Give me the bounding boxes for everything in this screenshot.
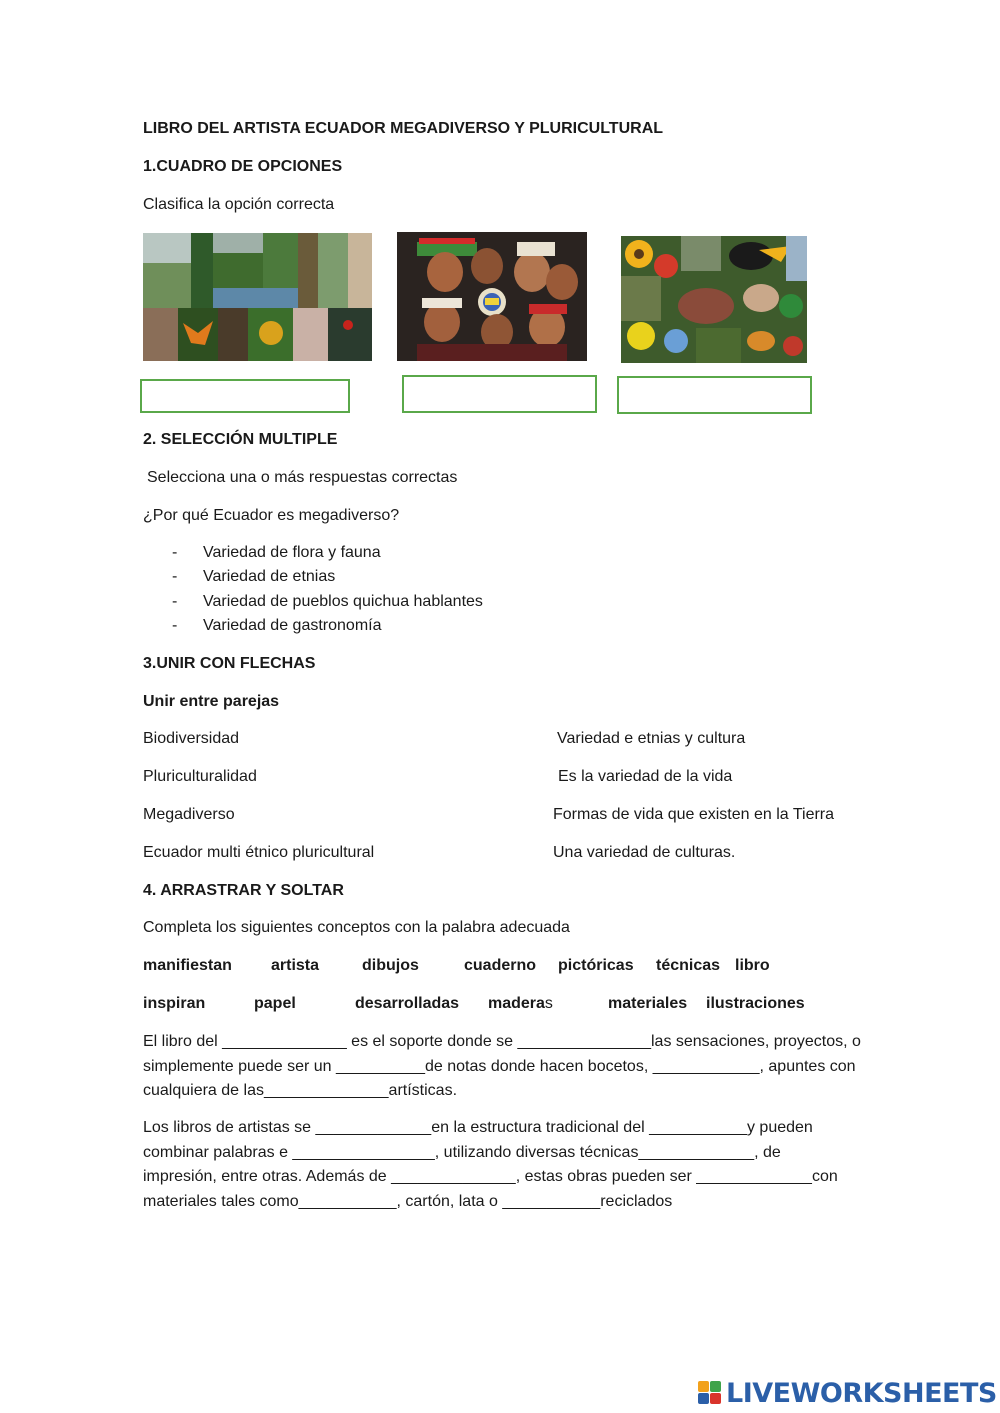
option-gastronomia[interactable]: Variedad de gastronomía [203, 617, 382, 634]
draggable-word[interactable]: inspiran [143, 995, 206, 1012]
draggable-word[interactable]: materiales [608, 995, 688, 1012]
section-heading-matching: 3.UNIR CON FLECHAS [143, 655, 316, 672]
subheading-pairs: Unir entre parejas [143, 693, 280, 710]
match-left-item[interactable]: Biodiversidad [143, 730, 240, 747]
fill-in-paragraph-2: Los libros de artistas se _____________en la estructura tradicional del ___________y pueden combinar palabras e ________________, utilizando diversas técnicas_____________, de impresión, entre otras. Además de ______________, estas obras pueden ser _____________con materiales tales como___________, cartón, lata o ___________reciclados [143, 1119, 838, 1210]
match-left-item[interactable]: Pluriculturalidad [143, 768, 257, 785]
question-megadiverse: ¿Por qué Ecuador es megadiverso? [143, 507, 400, 524]
draggable-word[interactable]: pictóricas [558, 957, 634, 974]
match-left-item[interactable]: Ecuador multi étnico pluricultural [143, 844, 375, 861]
bullet-dash: - [172, 568, 178, 585]
match-right-item[interactable]: Es la variedad de la vida [558, 768, 733, 785]
biodiversity-collage-image [143, 233, 372, 361]
match-right-item[interactable]: Formas de vida que existen en la Tierra [553, 806, 835, 823]
section-heading-options: 1.CUADRO DE OPCIONES [143, 158, 343, 175]
draggable-word[interactable]: desarrolladas [355, 995, 460, 1012]
draggable-word[interactable]: artista [271, 957, 320, 974]
match-right-item[interactable]: Una variedad de culturas. [553, 844, 736, 861]
draggable-word[interactable]: manifiestan [143, 957, 232, 974]
option-etnias[interactable]: Variedad de etnias [203, 568, 336, 585]
liveworksheets-logo-icon [698, 1381, 722, 1405]
page-title: LIBRO DEL ARTISTA ECUADOR MEGADIVERSO Y PLURICULTURAL [143, 120, 664, 137]
bullet-dash: - [172, 593, 178, 610]
answer-box-3[interactable] [617, 376, 812, 414]
answer-box-2[interactable] [402, 375, 597, 413]
option-flora-fauna[interactable]: Variedad de flora y fauna [203, 544, 381, 561]
match-left-item[interactable]: Megadiverso [143, 806, 235, 823]
madera-suffix: s [544, 995, 553, 1012]
liveworksheets-logo [698, 1378, 997, 1408]
draggable-word[interactable]: técnicas [656, 957, 721, 974]
answer-box-1[interactable] [140, 379, 350, 413]
instruction-complete: Completa los siguientes conceptos con la palabra adecuada [143, 919, 570, 936]
madera-label: madera [488, 995, 545, 1012]
draggable-word[interactable]: dibujos [362, 957, 419, 974]
draggable-word-madera[interactable] [488, 995, 553, 1013]
option-quichua[interactable]: Variedad de pueblos quichua hablantes [203, 593, 483, 610]
section-heading-drag-drop: 4. ARRASTRAR Y SOLTAR [143, 882, 344, 899]
ethnic-peoples-painting-image [397, 232, 587, 361]
instruction-select: Selecciona una o más respuestas correctas [147, 469, 458, 486]
fill-in-paragraph-1: El libro del ______________ es el soporte donde se _______________las sensaciones, proyectos, o simplemente puede ser un __________de notas donde hacen bocetos, ____________, apuntes con cualquiera de las______________artísticas. [143, 1033, 861, 1099]
section-heading-multiple-choice: 2. SELECCIÓN MULTIPLE [143, 431, 338, 448]
draggable-word[interactable]: cuaderno [464, 957, 537, 974]
liveworksheets-logo-text: LIVEWORKSHEETS [726, 1377, 997, 1409]
bullet-dash: - [172, 617, 178, 634]
draggable-word[interactable]: papel [254, 995, 296, 1012]
draggable-word[interactable]: ilustraciones [706, 995, 805, 1012]
draggable-word[interactable]: libro [735, 957, 770, 974]
bullet-dash: - [172, 544, 178, 561]
flora-fauna-collage-image [621, 236, 807, 363]
match-right-item[interactable]: Variedad e etnias y cultura [557, 730, 746, 747]
instruction-classify: Clasifica la opción correcta [143, 196, 335, 213]
